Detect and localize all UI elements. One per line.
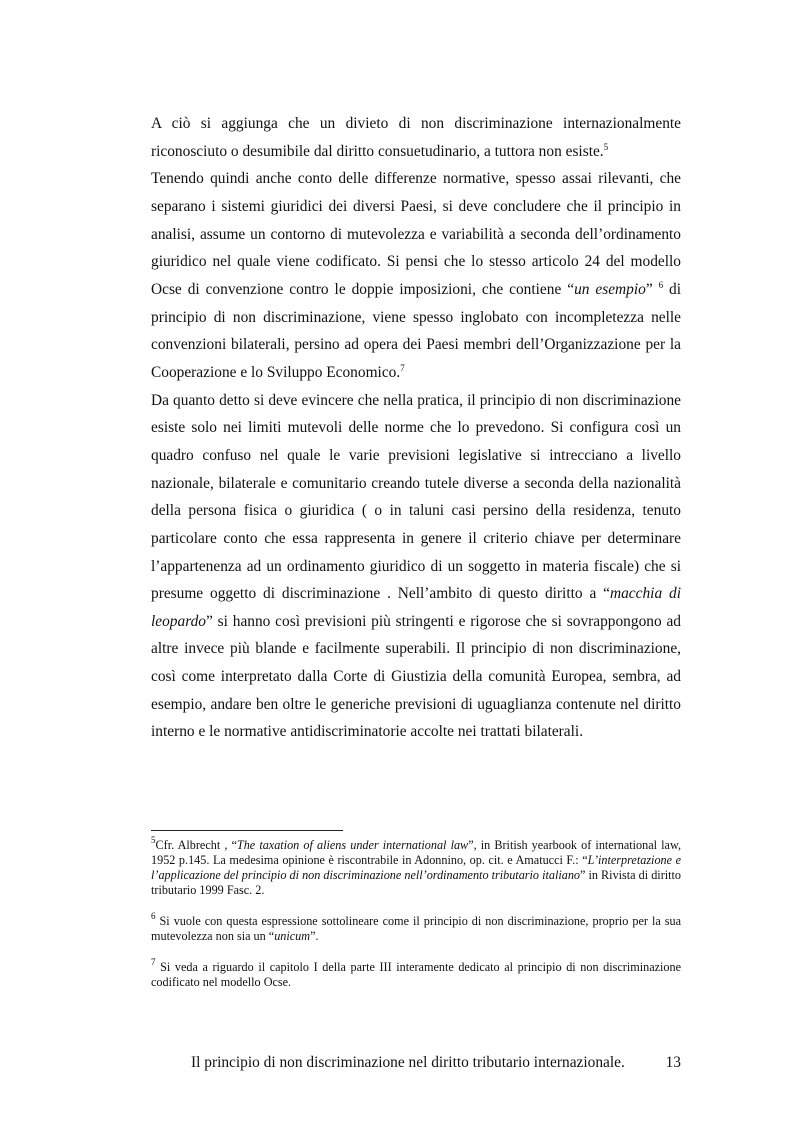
paragraph-3 bbox=[151, 387, 681, 747]
footnote-5-text: Cfr. Albrecht , “ bbox=[155, 838, 237, 852]
footnote-7-text: Si veda a riguardo il capitolo I della parte III interamente dedicato al principio di non discriminazione codificato nel modello Ocse. bbox=[151, 960, 681, 989]
footnote-6 bbox=[151, 911, 681, 944]
body-text bbox=[151, 110, 681, 746]
paragraph-2-text-c: di principio di non discriminazione, viene spesso inglobato con incompletezza nelle convenzioni bilaterali, persino ad opera dei Paesi membri dell’Organizzazione per la Cooperazione e lo Sviluppo Economico. bbox=[151, 280, 681, 381]
footnote-6-text: Si vuole con questa espressione sottolineare come il principio di non discriminazione, proprio per la sua mutevolezza non sia un “ bbox=[151, 914, 681, 943]
footnote-5-italic-b: L’interpretazione e l’applicazione del principio di non discriminazione nell’ordinamento tributario italiano bbox=[151, 853, 682, 882]
footnote-ref-7[interactable]: 7 bbox=[400, 362, 405, 373]
footnote-6-number: 6 bbox=[151, 911, 156, 921]
paragraph-1-text: A ciò si aggiunga che un divieto di non discriminazione internazionalmente riconosciuto o desumibile dal diritto consuetudinario, a tuttora non esiste. bbox=[151, 115, 681, 160]
page-footer bbox=[191, 1054, 681, 1076]
page-number: 13 bbox=[665, 1054, 681, 1071]
footnote-7 bbox=[151, 957, 681, 990]
footnote-5-number: 5 bbox=[151, 835, 156, 845]
footnote-7-number: 7 bbox=[151, 957, 156, 967]
paragraph-3-text-b: ” si hanno così previsioni più stringenti e rigorose che si sovrappongono ad altre invece più blande e facilmente superabili. Il principio di non discriminazione, così come interpretato dalla Corte di Giustizia della comunità Europea, sembra, ad esempio, andare ben oltre le generiche previsioni di uguaglianza contenute nel diritto interno e le normative antidiscriminatorie accolte nei trattati bilaterali. bbox=[151, 612, 681, 741]
paragraph-3-text: Da quanto detto si deve evincere che nella pratica, il principio di non discriminazione esiste solo nei limiti mutevoli delle norme che lo prevedono. Si configura così un quadro confuso nel quale le varie previsioni legislative si intrecciano a livello nazionale, bilaterale e comunitario creando tutele diverse a seconda della nazionalità della persona fisica o giuridica ( o in taluni casi persino della residenza, tenuto particolare conto che essa rappresenta in genere il criterio chiave per determinare l’appartenenza ad un ordinamento giuridico di un soggetto in materia fiscale) che si presume oggetto di discriminazione . Nell’ambito di questo diritto a “ bbox=[151, 391, 681, 603]
footnote-ref-6[interactable]: 6 bbox=[658, 279, 664, 290]
footnote-separator bbox=[151, 830, 343, 831]
paragraph-2-text-b: ” bbox=[645, 280, 659, 298]
footnote-5-text-c: ” in Rivista di diritto tributario 1999 Fasc. 2. bbox=[151, 868, 681, 897]
paragraph-2 bbox=[151, 165, 681, 386]
footnote-6-italic: unicum bbox=[274, 929, 311, 943]
paragraph-3-italic: macchia di leopardo bbox=[151, 585, 681, 630]
footnote-5-italic: The taxation of aliens under international law bbox=[236, 838, 469, 852]
paragraph-2-italic: un esempio bbox=[574, 280, 646, 298]
footnote-5-text-b: ”, in British yearbook of international law, 1952 p.145. La medesima opinione è riscontrabile in Adonnino, op. cit. e Amatucci F.: “ bbox=[151, 838, 681, 867]
footnote-5 bbox=[151, 835, 682, 898]
paragraph-1 bbox=[151, 110, 681, 165]
paragraph-2-text: Tenendo quindi anche conto delle differenze normative, spesso assai rilevanti, che separano i sistemi giuridici dei diversi Paesi, si deve concludere che il principio in analisi, assume un contorno di mutevolezza e variabilità a seconda dell’ordinamento giuridico nel quale viene codificato. Si pensi che lo stesso articolo 24 del modello Ocse di convenzione contro le doppie imposizioni, che contiene “ bbox=[151, 170, 681, 298]
footnote-ref-5[interactable]: 5 bbox=[603, 141, 609, 152]
footnote-6-text-b: ”. bbox=[310, 929, 319, 943]
footer-title: Il principio di non discriminazione nel diritto tributario internazionale. bbox=[191, 1054, 625, 1071]
